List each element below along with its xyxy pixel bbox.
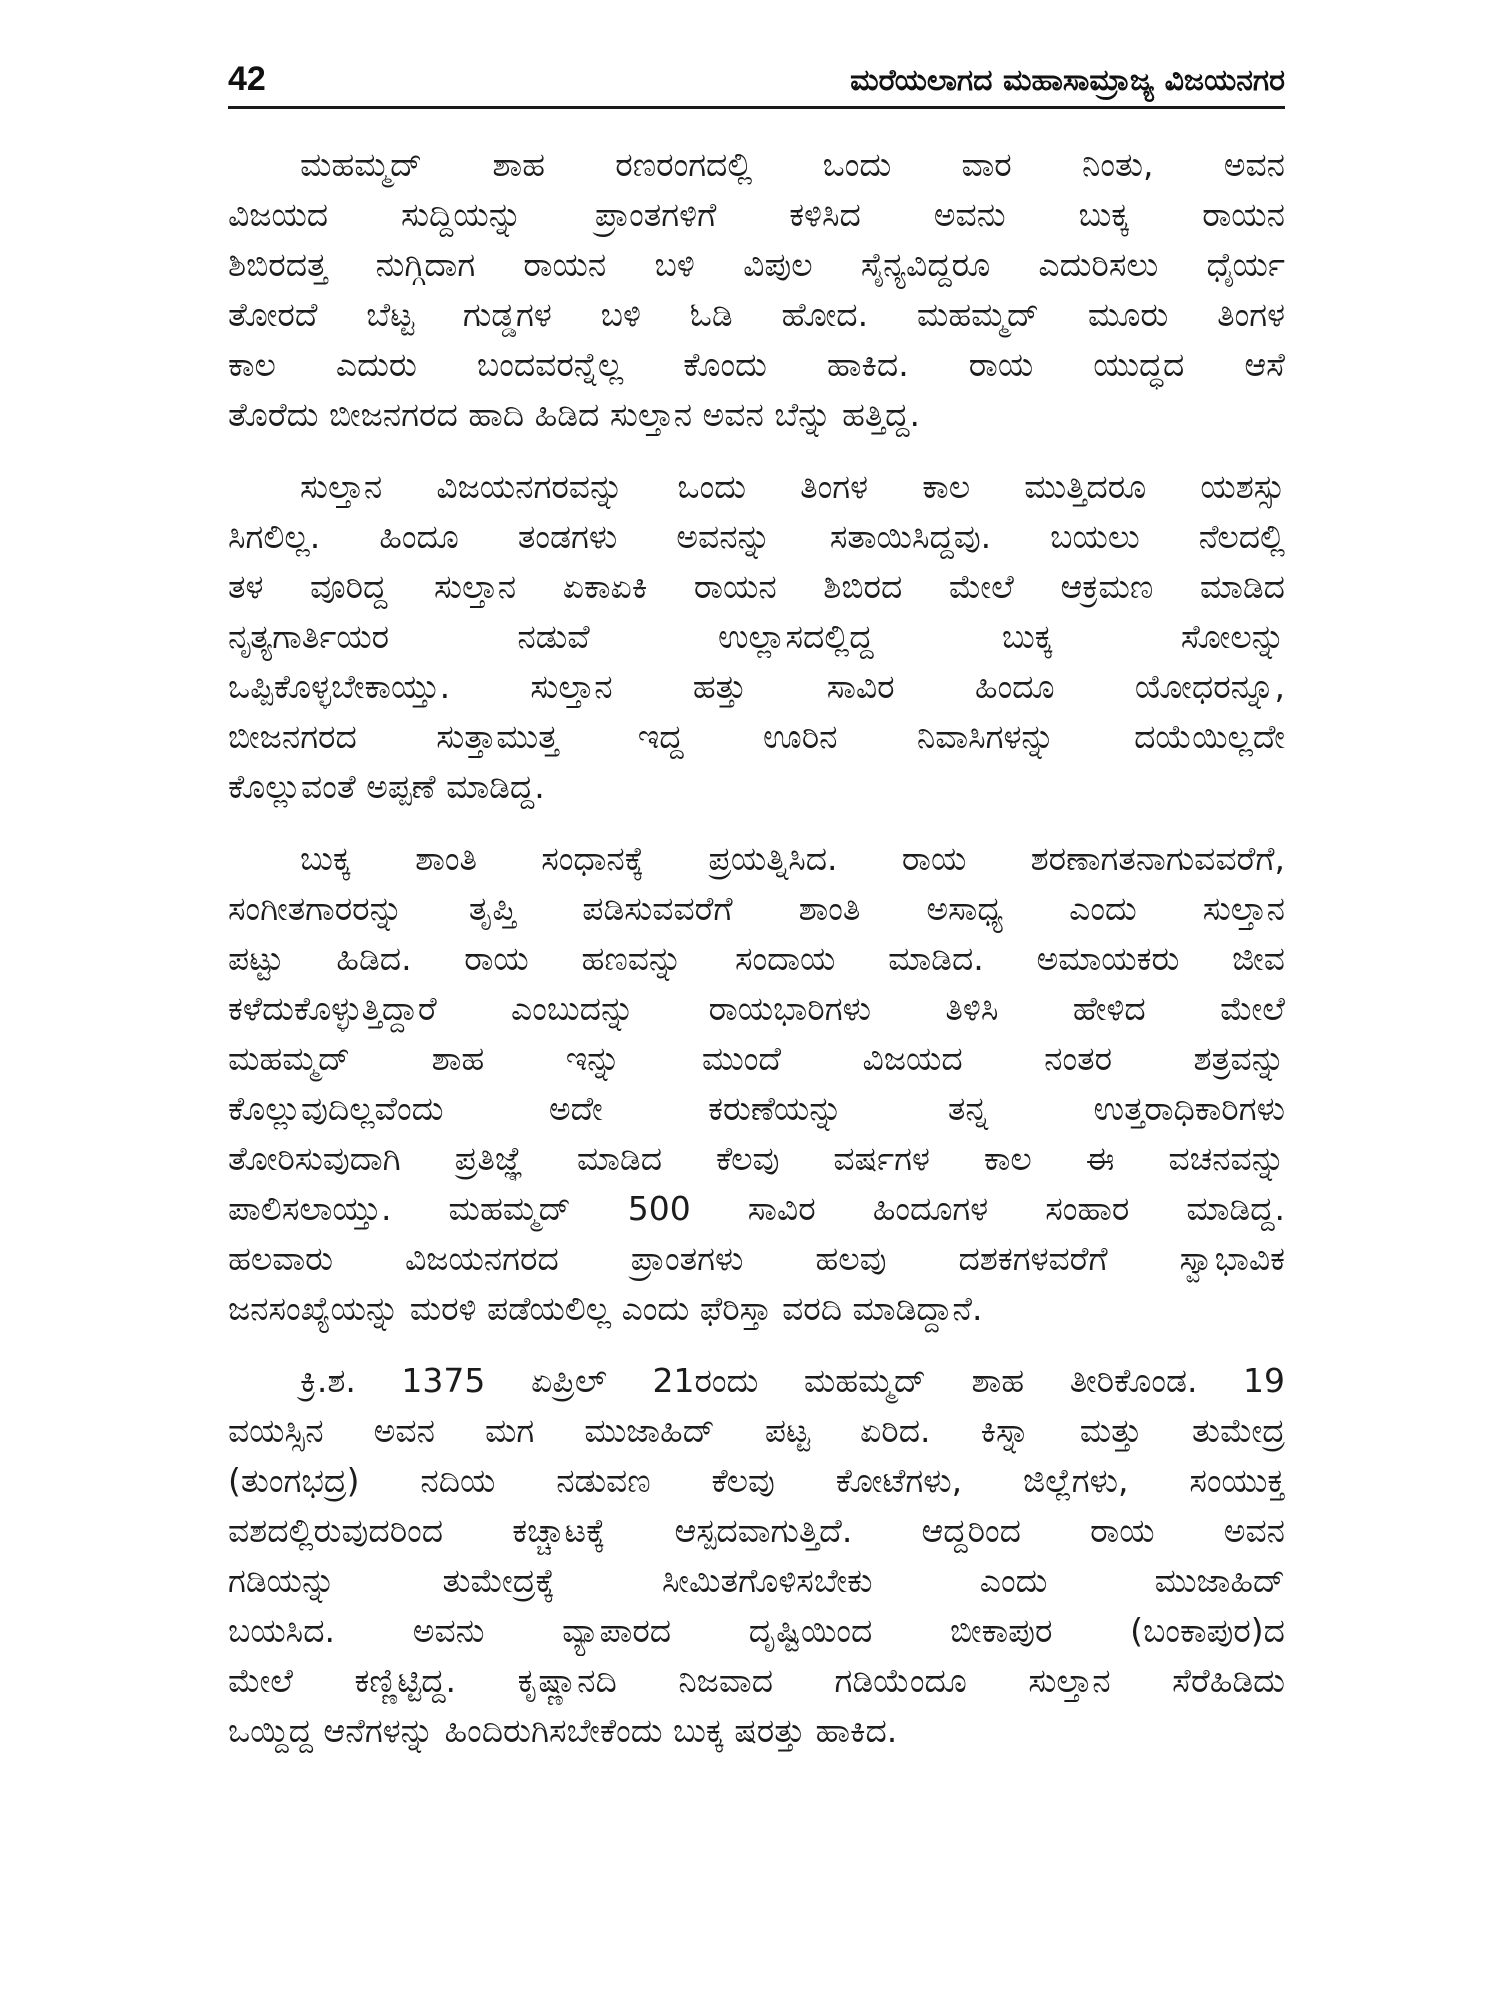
- paragraph: [228, 140, 1285, 440]
- page-header: [228, 46, 1285, 104]
- text-line: ಪಟ್ಟು ಹಿಡಿದ. ರಾಯ ಹಣವನ್ನು ಸಂದಾಯ ಮಾಡಿದ. ಅಮಾಯಕರು ಜೀವ: [228, 939, 1285, 978]
- text-line: ಹಲವಾರು ವಿಜಯನಗರದ ಪ್ರಾಂತಗಳು ಹಲವು ದಶಕಗಳವರೆಗೆ ಸ್ವಾಭಾವಿಕ: [228, 1239, 1285, 1278]
- paragraph: [228, 462, 1285, 812]
- text-line: ಮಹಮ್ಮದ್ ಶಾಹ ರಣರಂಗದಲ್ಲಿ ಒಂದು ವಾರ ನಿಂತು, ಅವನ: [300, 145, 1285, 184]
- text-line: ಕೊಲ್ಲುವುದಿಲ್ಲವೆಂದು ಅದೇ ಕರುಣೆಯನ್ನು ತನ್ನ ಉತ್ತರಾಧಿಕಾರಿಗಳು: [228, 1089, 1285, 1128]
- paragraph: [228, 834, 1285, 1334]
- text-line: ಸುಲ್ತಾನ ವಿಜಯನಗರವನ್ನು ಒಂದು ತಿಂಗಳ ಕಾಲ ಮುತ್ತಿದರೂ ಯಶಸ್ಸು: [300, 467, 1285, 506]
- text-line: ತೋರಿಸುವುದಾಗಿ ಪ್ರತಿಜ್ಞೆ ಮಾಡಿದ ಕೆಲವು ವರ್ಷಗಳ ಕಾಲ ಈ ವಚನವನ್ನು: [228, 1139, 1285, 1178]
- text-line: ಸಿಗಲಿಲ್ಲ. ಹಿಂದೂ ತಂಡಗಳು ಅವನನ್ನು ಸತಾಯಿಸಿದ್ದವು. ಬಯಲು ನೆಲದಲ್ಲಿ: [228, 517, 1285, 556]
- running-title: ಮರೆಯಲಾಗದ ಮಹಾಸಾಮ್ರಾಜ್ಯ ವಿಜಯನಗರ: [850, 63, 1285, 98]
- text-line: ನೃತ್ಯಗಾರ್ತಿಯರ ನಡುವೆ ಉಲ್ಲಾಸದಲ್ಲಿದ್ದ ಬುಕ್ಕ ಸೋಲನ್ನು: [228, 617, 1285, 656]
- text-line: ಪಾಲಿಸಲಾಯ್ತು. ಮಹಮ್ಮದ್ 500 ಸಾವಿರ ಹಿಂದೂಗಳ ಸಂಹಾರ ಮಾಡಿದ್ದ.: [228, 1189, 1285, 1228]
- text-line: ವಶದಲ್ಲಿರುವುದರಿಂದ ಕಚ್ಚಾಟಕ್ಕೆ ಆಸ್ಪದವಾಗುತ್ತಿದೆ. ಆದ್ದರಿಂದ ರಾಯ ಅವನ: [228, 1511, 1285, 1550]
- text-line: ಶಿಬಿರದತ್ತ ನುಗ್ಗಿದಾಗ ರಾಯನ ಬಳಿ ವಿಪುಲ ಸೈನ್ಯವಿದ್ದರೂ ಎದುರಿಸಲು ಧೈರ್ಯ: [228, 245, 1285, 284]
- text-line: ಕಳೆದುಕೊಳ್ಳುತ್ತಿದ್ದಾರೆ ಎಂಬುದನ್ನು ರಾಯಭಾರಿಗಳು ತಿಳಿಸಿ ಹೇಳಿದ ಮೇಲೆ: [228, 989, 1285, 1028]
- text-line: ಮೇಲೆ ಕಣ್ಣಿಟ್ಟಿದ್ದ. ಕೃಷ್ಣಾನದಿ ನಿಜವಾದ ಗಡಿಯೆಂದೂ ಸುಲ್ತಾನ ಸೆರೆಹಿಡಿದು: [228, 1661, 1285, 1700]
- text-line: ಗಡಿಯನ್ನು ತುಮೇದ್ರಕ್ಕೆ ಸೀಮಿತಗೊಳಿಸಬೇಕು ಎಂದು ಮುಜಾಹಿದ್: [228, 1561, 1285, 1600]
- text-line: ಬೀಜನಗರದ ಸುತ್ತಾಮುತ್ತ ಇದ್ದ ಊರಿನ ನಿವಾಸಿಗಳನ್ನು ದಯೆಯಿಲ್ಲದೇ: [228, 717, 1285, 756]
- text-line: ಮಹಮ್ಮದ್ ಶಾಹ ಇನ್ನು ಮುಂದೆ ವಿಜಯದ ನಂತರ ಶತ್ರವನ್ನು: [228, 1039, 1285, 1078]
- header-rule: [228, 106, 1285, 109]
- text-line: ವಯಸ್ಸಿನ ಅವನ ಮಗ ಮುಜಾಹಿದ್ ಪಟ್ಟ ಏರಿದ. ಕಿಸ್ನಾ ಮತ್ತು ತುಮೇದ್ರ: [228, 1411, 1285, 1450]
- page-number: 42: [228, 60, 266, 98]
- text-line: ತೊರೆದು ಬೀಜನಗರದ ಹಾದಿ ಹಿಡಿದ ಸುಲ್ತಾನ ಅವನ ಬೆನ್ನು ಹತ್ತಿದ್ದ.: [228, 395, 920, 434]
- text-line: ವಿಜಯದ ಸುದ್ದಿಯನ್ನು ಪ್ರಾಂತಗಳಿಗೆ ಕಳಿಸಿದ ಅವನು ಬುಕ್ಕ ರಾಯನ: [228, 195, 1285, 234]
- text-line: ಕಾಲ ಎದುರು ಬಂದವರನ್ನೆಲ್ಲ ಕೊಂದು ಹಾಕಿದ. ರಾಯ ಯುದ್ಧದ ಆಸೆ: [228, 345, 1285, 384]
- text-line: ಸಂಗೀತಗಾರರನ್ನು ತೃಪ್ತಿ ಪಡಿಸುವವರೆಗೆ ಶಾಂತಿ ಅಸಾಧ್ಯ ಎಂದು ಸುಲ್ತಾನ: [228, 889, 1285, 928]
- text-line: ಒಯ್ದಿದ್ದ ಆನೆಗಳನ್ನು ಹಿಂದಿರುಗಿಸಬೇಕೆಂದು ಬುಕ್ಕ ಷರತ್ತು ಹಾಕಿದ.: [228, 1711, 898, 1750]
- text-line: ಬಯಸಿದ. ಅವನು ವ್ಯಾಪಾರದ ದೃಷ್ಟಿಯಿಂದ ಬೀಕಾಪುರ (ಬಂಕಾಪುರ)ದ: [228, 1611, 1285, 1650]
- text-line: ತಳ ವೂರಿದ್ದ ಸುಲ್ತಾನ ಏಕಾಏಕಿ ರಾಯನ ಶಿಬಿರದ ಮೇಲೆ ಆಕ್ರಮಣ ಮಾಡಿದ: [228, 567, 1285, 606]
- text-line: ಬುಕ್ಕ ಶಾಂತಿ ಸಂಧಾನಕ್ಕೆ ಪ್ರಯತ್ನಿಸಿದ. ರಾಯ ಶರಣಾಗತನಾಗುವವರೆಗೆ,: [300, 839, 1285, 878]
- text-line: ಒಪ್ಪಿಕೊಳ್ಳಬೇಕಾಯ್ತು. ಸುಲ್ತಾನ ಹತ್ತು ಸಾವಿರ ಹಿಂದೂ ಯೋಧರನ್ನೂ,: [228, 667, 1285, 706]
- text-line: (ತುಂಗಭದ್ರ) ನದಿಯ ನಡುವಣ ಕೆಲವು ಕೋಟೆಗಳು, ಜಿಲ್ಲೆಗಳು, ಸಂಯುಕ್ತ: [228, 1461, 1285, 1500]
- paragraph: [228, 1356, 1285, 1756]
- text-line: ಜನಸಂಖ್ಯೆಯನ್ನು ಮರಳಿ ಪಡೆಯಲಿಲ್ಲ ಎಂದು ಫೆರಿಸ್ತಾ ವರದಿ ಮಾಡಿದ್ದಾನೆ.: [228, 1289, 983, 1328]
- text-line: ತೋರದೆ ಬೆಟ್ಟ ಗುಡ್ಡಗಳ ಬಳಿ ಓಡಿ ಹೋದ. ಮಹಮ್ಮದ್ ಮೂರು ತಿಂಗಳ: [228, 295, 1285, 334]
- body-text: [228, 140, 1285, 1778]
- text-line: ಕೊಲ್ಲುವಂತೆ ಅಪ್ಪಣೆ ಮಾಡಿದ್ದ.: [228, 767, 545, 806]
- text-line: ಕ್ರಿ.ಶ. 1375 ಏಪ್ರಿಲ್ 21ರಂದು ಮಹಮ್ಮದ್ ಶಾಹ ತೀರಿಕೊಂಡ. 19: [300, 1361, 1285, 1400]
